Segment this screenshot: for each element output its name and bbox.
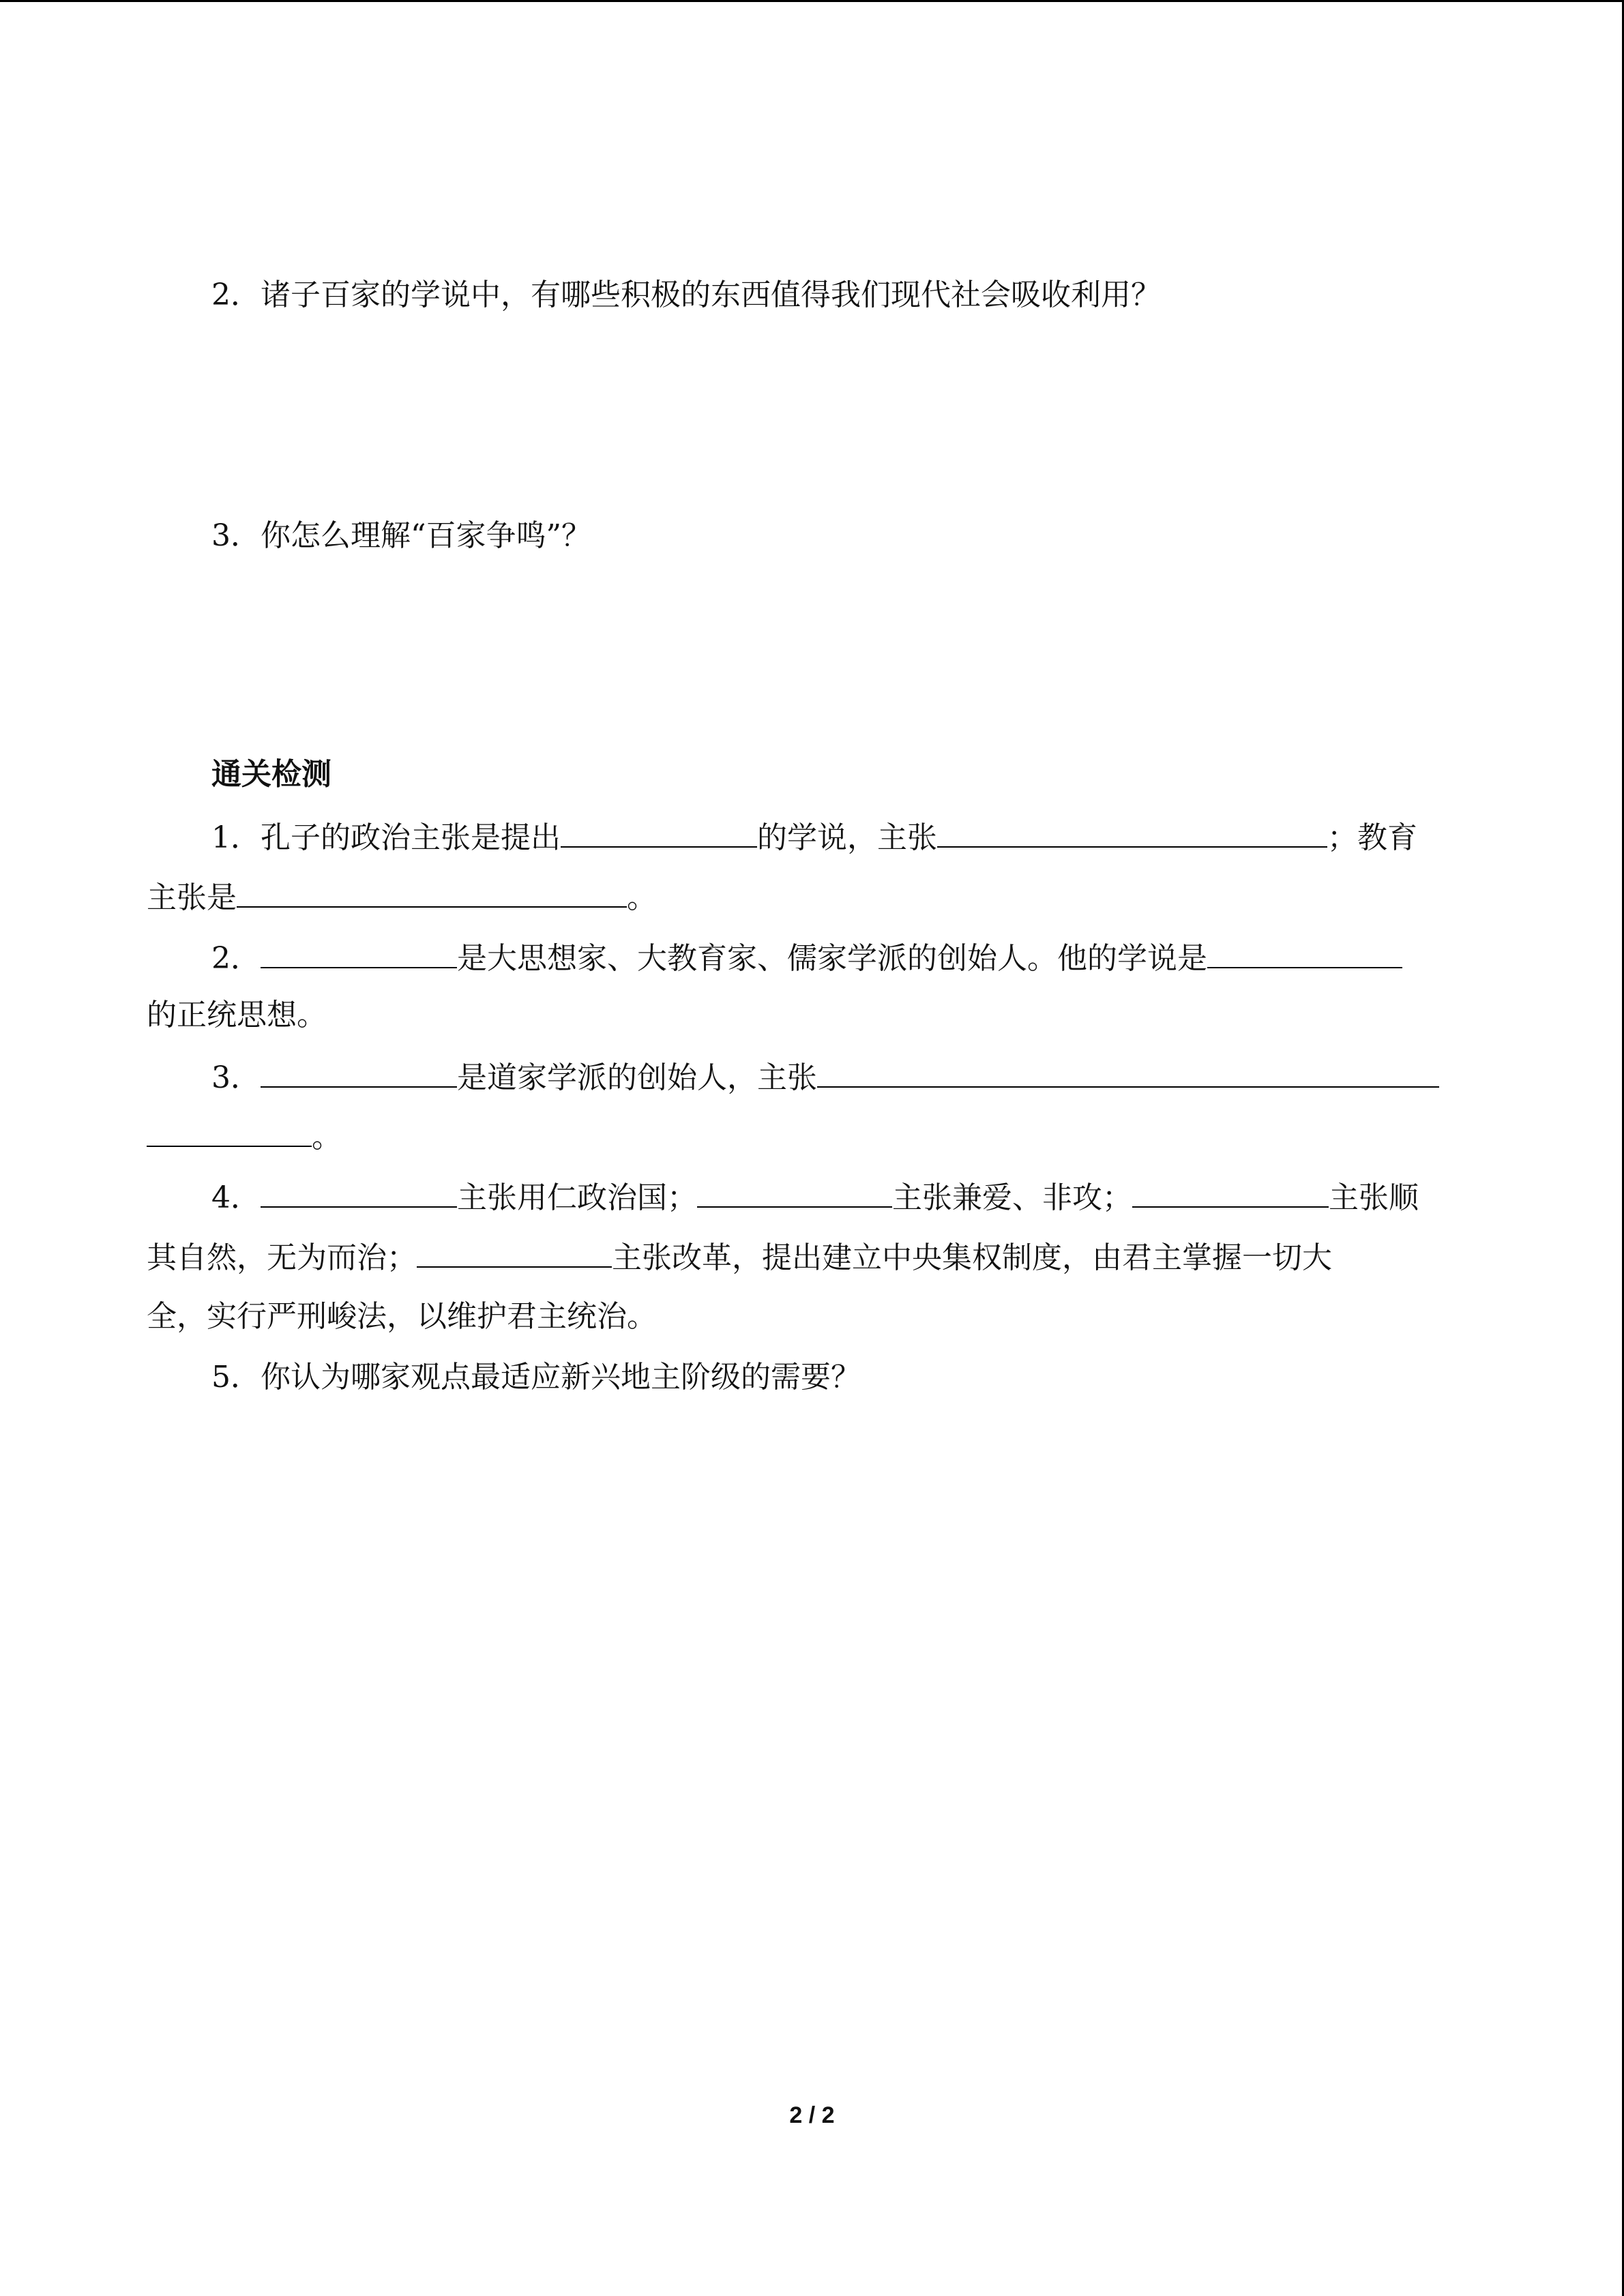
blank-1a[interactable] (561, 816, 757, 848)
blank-2a[interactable] (261, 937, 457, 968)
question-3-text: 3．你怎么理解“百家争鸣”？ (211, 518, 591, 553)
item-3-text-b: 是道家学派的创始人，主张 (457, 1060, 817, 1095)
item-1-text-b: 的学说，主张 (757, 820, 937, 855)
item-1-text-c: ；教育 (1327, 820, 1417, 855)
item-2-line-1 (211, 937, 1402, 979)
item-3-text-a: 3． (211, 1060, 261, 1095)
blank-4a[interactable] (261, 1176, 457, 1208)
blank-2b[interactable] (1207, 937, 1402, 968)
item-2-text-c: 的正统思想。 (147, 998, 327, 1032)
item-3-line-2 (147, 1116, 342, 1158)
question-2-text: 2．诸子百家的学说中，有哪些积极的东西值得我们现代社会吸收利用？ (211, 278, 1161, 312)
blank-3b[interactable] (817, 1056, 1439, 1088)
item-4-line-1 (211, 1176, 1419, 1219)
item-1-line-1 (211, 816, 1417, 859)
item-2-line-2 (147, 995, 327, 1036)
item-3-text-c: 。 (312, 1120, 342, 1154)
item-4-line-2 (147, 1236, 1332, 1279)
blank-4b[interactable] (697, 1176, 892, 1208)
blank-3c[interactable] (147, 1116, 312, 1147)
item-2-text-b: 是大思想家、大教育家、儒家学派的创始人。他的学说是 (457, 941, 1207, 976)
blank-1c[interactable] (237, 876, 627, 908)
blank-4c[interactable] (1132, 1176, 1329, 1208)
item-4-text-e: 其自然，无为而治； (147, 1240, 417, 1275)
item-1-text-d: 主张是 (147, 880, 237, 915)
item-4-text-f: 主张改革，提出建立中央集权制度，由君主掌握一切大 (612, 1240, 1332, 1275)
item-2-text-a: 2． (211, 941, 261, 976)
question-2 (211, 275, 1161, 316)
item-1-line-2 (147, 876, 657, 919)
item-5-text: 5．你认为哪家观点最适应新兴地主阶级的需要？ (211, 1360, 861, 1395)
item-3-line-1 (211, 1056, 1439, 1099)
item-4-line-3 (147, 1296, 657, 1337)
blank-3a[interactable] (261, 1056, 457, 1088)
blank-1b[interactable] (937, 816, 1327, 848)
top-border (0, 0, 1624, 2)
section-heading-text: 通关检测 (211, 757, 331, 792)
item-4-text-a: 4． (211, 1180, 261, 1215)
item-4-text-b: 主张用仁政治国； (457, 1180, 697, 1215)
item-4-text-g: 全，实行严刑峻法，以维护君主统治。 (147, 1299, 657, 1334)
page-number: 2 / 2 (789, 2102, 835, 2128)
item-4-text-c: 主张兼爱、非攻； (892, 1180, 1132, 1215)
item-1-text-e: 。 (627, 880, 657, 915)
item-4-text-d: 主张顺 (1329, 1180, 1419, 1215)
item-5 (211, 1357, 861, 1398)
blank-4d[interactable] (417, 1236, 612, 1268)
item-1-text-a: 1．孔子的政治主张是提出 (211, 820, 561, 855)
section-heading (211, 754, 331, 795)
question-3 (211, 516, 591, 556)
